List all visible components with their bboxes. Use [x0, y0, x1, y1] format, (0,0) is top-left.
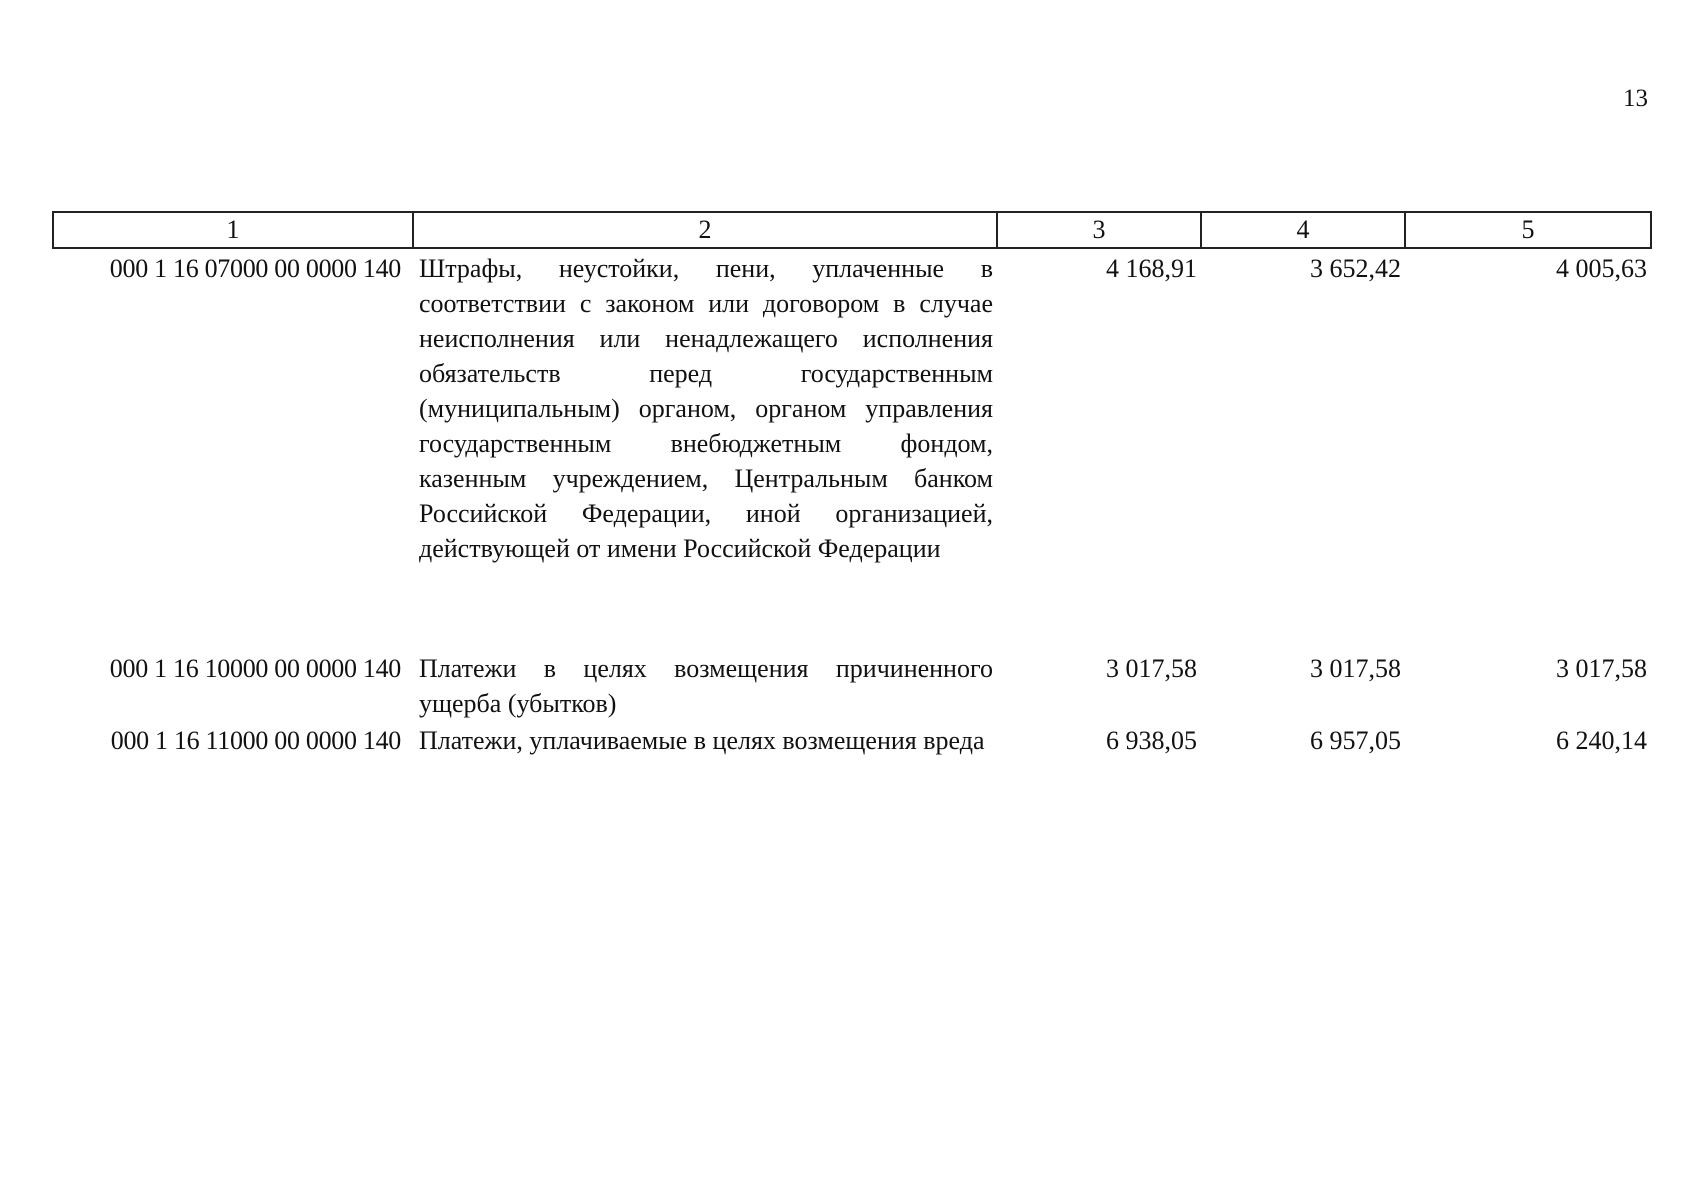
header-col-5: 5 — [1405, 212, 1651, 248]
header-col-2: 2 — [413, 212, 997, 248]
value-col-5: 6 240,14 — [1556, 726, 1647, 755]
page-number: 13 — [1623, 85, 1648, 112]
header-row — [53, 212, 1651, 248]
value-col-4: 3 652,42 — [1310, 254, 1401, 283]
budget-code: 000 1 16 10000 00 0000 140 — [109, 654, 401, 683]
revenue-name: Платежи в целях возмещения причиненного ущерба (убытков) — [419, 654, 993, 718]
table-row — [53, 721, 1651, 795]
value-col-4: 6 957,05 — [1310, 726, 1401, 755]
revenue-name: Штрафы, неустойки, пени, уплаченные в соответствии с законом или договором в случае неисполнения или ненадлежащего исполнения обязательств перед государственным (муниципальным) органом, органом управления государственным внебюджетным фондом, казенным учреждением, Центральным банком Российской Федерации, иной организацией, действующей от имени Российской Федерации — [419, 254, 993, 563]
table-header — [53, 212, 1651, 248]
budget-code: 000 1 16 07000 00 0000 140 — [109, 254, 401, 283]
value-col-3: 4 168,91 — [1106, 254, 1197, 283]
table-row — [53, 248, 1651, 649]
revenue-name: Платежи, уплачиваемые в целях возмещения вреда — [419, 726, 985, 755]
value-col-4: 3 017,58 — [1310, 654, 1401, 683]
revenue-table-container — [52, 211, 1650, 795]
revenue-table — [52, 211, 1652, 795]
header-col-3: 3 — [997, 212, 1201, 248]
value-col-3: 6 938,05 — [1106, 726, 1197, 755]
header-col-4: 4 — [1201, 212, 1405, 248]
table-row — [53, 649, 1651, 721]
header-col-1: 1 — [53, 212, 413, 248]
table-body — [53, 248, 1651, 795]
value-col-3: 3 017,58 — [1106, 654, 1197, 683]
value-col-5: 3 017,58 — [1556, 654, 1647, 683]
budget-code: 000 1 16 11000 00 0000 140 — [110, 726, 401, 755]
value-col-5: 4 005,63 — [1556, 254, 1647, 283]
